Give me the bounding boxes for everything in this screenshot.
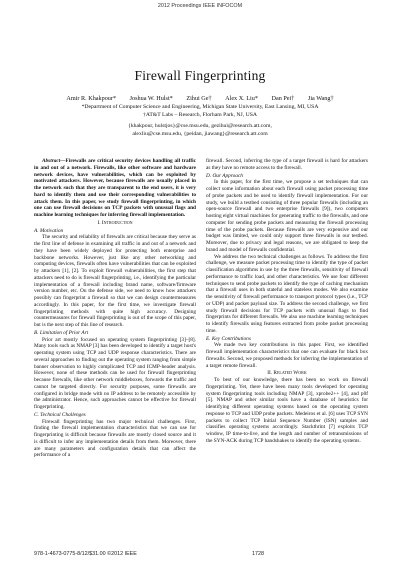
affiliation-msu: *Department of Computer Science and Engineering, Michigan State University, East Lansing, MI, USA xyxy=(81,104,319,110)
running-head: 2012 Proceedings IEEE INFOCOM xyxy=(157,3,243,9)
abstract xyxy=(34,158,196,219)
author: Amir R. Khakpour* xyxy=(66,95,117,102)
section-heading: I. Introduction xyxy=(97,219,133,226)
email-line: {khakpour, hulstjos}@cse.msu.edu, gezihui@research.att.com, xyxy=(128,123,272,129)
abstract-label: Abstract— xyxy=(42,158,66,164)
email-line: alexliu@cse.msu.edu, {peidan, jiawang}@research.att.com xyxy=(132,131,268,137)
right-column xyxy=(206,158,368,445)
subsection-heading: A. Motivation xyxy=(34,227,64,234)
paragraph: To best of our knowledge, there has been no work on firewall fingerprinting. Yet, there have been many tools developed for operating system fingerprinting tools including NMAP [3], xprobe2++ [4], and p0f [5]. NMAP and other similar tools have a database of heuristics for identifying different operating systems based on the operating system response to TCP and UDP probe packets. Medeiros et al. [6] uses TCP SYN packets to collect TCP Initial Sequence Number (ISN) samples and classifies operating systems accordingly. Stackthrint [7] exploits TCP window, IP time-to-live, and the length and number of retransmissions of the SYN-ACK during TCP handshakes to identify the operating systems. xyxy=(206,377,368,444)
author: Joshua W. Hulst* xyxy=(129,95,173,102)
subsection-heading: E. Key Contributions xyxy=(206,335,251,342)
abstract-text: Firewalls are critical security devices handling all traffic in and out of a network. Firewalls, like other software and hardware network devices, have vulnerabilities, which can be exploited by motivated attackers. However, because firewalls are usually placed in the network such that they are transparent to the end users, it is very hard to identify them and use their corresponding vulnerabilities to attack them. In this paper, we study firewall fingerprinting, in which one can use firewall decisions on TCP packets with unusual flags and machine learning techniques for inferring firewall implementation. xyxy=(34,158,196,218)
paragraph: The security and reliability of firewalls are critical because they serve as the first line of defense in examining all traffic in and out of a network and they have been widely deployed for protecting both enterprise and backbone networks. However, just like any other networking and computing devices, firewalls often have vulnerabilities that can be exploited by attackers [1], [2]. To exploit firewall vulnerabilities, the first step that attackers need to do is firewall fingerprinting, i.e., identifying the particular implementation of a firewall including brand name, software/firmware version number, etc. On the defense side, we need to know how attackers possibly can fingerprint a firewall so that we can design countermeasures accordingly. In this paper, for the first time, we investigate firewall fingerprinting methods with quite high accuracy. Designing countermeasures for firewall fingerprinting is out of the scope of this paper, but is the next step of this line of research. xyxy=(34,234,196,328)
paragraph: firewall. Second, inferring the type of a target firewall is hard for attackers as they have no remote access to the firewall. xyxy=(206,158,368,171)
paragraph: Prior art mostly focused on operating system fingerprinting [3]–[8]. Many tools such as NMAP [3] has been developed to identify a target host's operating system using TCP and UDP response characteristics. There are several approaches to finding out the operating system ranging from simple banner observation to highly complicated TCP and ICMP-header analysis. However, none of these methods can be used for firewall fingerprinting because firewalls, like other network middleboxes, forwards the traffic and cannot be targeted directly. For security purposes, some firewalls are configured in bridge mode with no IP address to be remotely accessible by the administrator. Hence, such approaches cannot be effective for firewall fingerprinting. xyxy=(34,336,196,410)
left-column xyxy=(34,158,196,459)
author: Zihui Ge† xyxy=(186,95,212,102)
section-heading: II. Related Work xyxy=(267,370,307,377)
author: Jia Wang† xyxy=(307,95,334,102)
subsection-heading: B. Limitation of Prior Art xyxy=(34,329,89,336)
paragraph: We address the two technical challenges as follows. To address the first challenge, we measure packet processing time to identify the type of packet classification algorithms in use by the three firewalls, sensitivity of firewall performance to traffic load, and other characteristics. We use four different techniques to send probe packets to identify the type of caching mechanism that a firewall uses in both stateful and stateless modes. We also examine the sensitivity of firewall performance to transport protocol types (i.e., TCP or UDP) and packet payload size. To address the second challenge, we first study firewall decisions for TCP packets with unusual flags to find fingerprints for different firewalls. We also use machine learning techniques to identify firewalls using features extracted from probe packet processing time. xyxy=(206,253,368,334)
paper-title: Firewall Fingerprinting xyxy=(134,68,266,83)
paragraph: Firewall fingerprinting has two major technical challenges. First, finding the firewall implementation characteristics that we can use for fingerprinting is difficult because firewalls are mostly closed source and it is difficult to infer any implementation details from them. Moreover, there are many parameters and configuration details that can affect the performance of a xyxy=(34,418,196,459)
page-number: 1728 xyxy=(252,551,264,557)
copyright-footer: 978-1-4673-0775-8/12/$31.00 ©2012 IEEE xyxy=(34,551,137,557)
affiliation-att: †AT&T Labs – Research, Florham Park, NJ, USA xyxy=(143,112,257,118)
subsection-heading: D. Our Approach xyxy=(206,172,243,179)
author: Dan Pei† xyxy=(271,95,295,102)
author-list xyxy=(0,95,400,102)
subsection-heading: C. Technical Challenges xyxy=(34,411,86,418)
author: Alex X. Liu* xyxy=(225,95,258,102)
paragraph: We made two key contributions in this paper. First, we identified firewall implementation characteristics that one can evaluate for black box firewalls. Second, we proposed methods for inferring the implementation of a target remote firewall. xyxy=(206,342,368,369)
paragraph: In this paper, for the first time, we propose a set techniques that can collect some information about each firewall using packet processing time of probe packets and be used to identify firewall implementation. For our study, we build a testbed consisting of three popular firewalls (including an open-source firewall and two enterprise firewalls [9]), two computers hosting eight virtual machines for generating traffic to the firewalls, and one computer for sending probe packets and measuring the firewall processing time of the probe packets. Because firewalls are very expensive and our budget was limited, we could only support three firewalls in our testbed. Moreover, due to privacy and legal reasons, we are obligated to keep the brand and model of firewalls confidential. xyxy=(206,179,368,253)
